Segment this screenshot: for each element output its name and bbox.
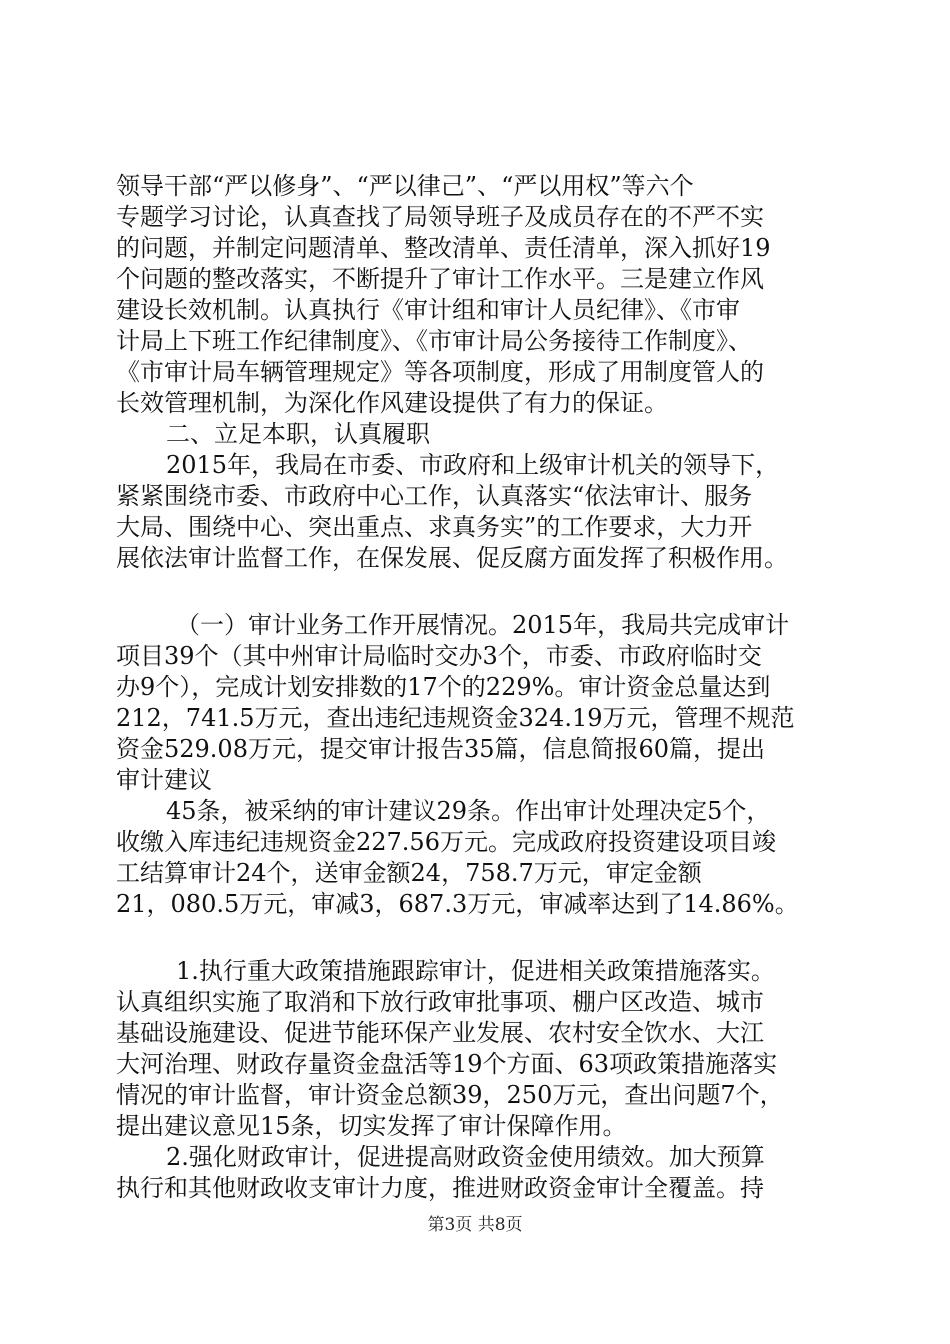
text-line: 45条，被采纳的审计建议29条。作出审计处理决定5个， (166, 797, 771, 825)
text-line: 212，741.5万元，查出违纪违规资金324.19万元，管理不规范 (116, 704, 795, 732)
text-line: 紧紧围绕市委、市政府中心工作，认真落实“依法审计、服务 (116, 482, 753, 510)
paragraph-gap (116, 920, 836, 956)
text-line: 计局上下班工作纪律制度》、《市审计局公务接待工作制度》、 (116, 327, 752, 355)
paragraph-gap (116, 574, 836, 610)
text-line: 情况的审计监督，审计资金总额39，250万元，查出问题7个， (116, 1081, 784, 1109)
text-line: 收缴入库违纪违规资金227.56万元。完成政府投资建设项目竣 (116, 828, 776, 856)
text-line: 大局、围绕中心、突出重点、求真务实”的工作要求，大力开 (116, 513, 753, 541)
text-line: 执行和其他财政收支审计力度，推进财政资金审计全覆盖。持 (116, 1174, 764, 1202)
text-line: 21，080.5万元，审减3，687.3万元，审减率达到了14.86%。 (116, 890, 799, 918)
text-line: 资金529.08万元，提交审计报告35篇，信息简报60篇，提出 (116, 735, 766, 763)
text-line: 2015年，我局在市委、市政府和上级审计机关的领导下， (166, 451, 780, 479)
text-line: 长效管理机制，为深化作风建设提供了有力的保证。 (116, 389, 668, 417)
text-line: 的问题，并制定问题清单、整改清单、责任清单，深入抓好19 (116, 234, 771, 262)
text-line: 专题学习讨论，认真查找了局领导班子及成员存在的不严不实 (116, 203, 764, 231)
text-line: （一）审计业务工作开展情况。2015年，我局共完成审计 (176, 611, 790, 639)
text-line: 1.执行重大政策措施跟踪审计，促进相关政策措施落实。 (176, 957, 775, 985)
text-line: 工结算审计24个，送审金额24，758.7万元，审定金额 (116, 859, 702, 887)
text-line: 提出建议意见15条，切实发挥了审计保障作用。 (116, 1112, 627, 1140)
text-line: 个问题的整改落实，不断提升了审计工作水平。三是建立作风 (116, 265, 764, 293)
section-heading: 二、立足本职，认真履职 (166, 420, 430, 448)
text-line: 项目39个（其中州审计局临时交办3个，市委、市政府临时交 (116, 642, 762, 670)
page-number-footer: 第3页 共8页 (427, 1215, 523, 1235)
text-line: 基础设施建设、促进节能环保产业发展、农村安全饮水、大江 (116, 1019, 764, 1047)
text-line: 展依法审计监督工作，在保发展、促反腐方面发挥了积极作用。 (116, 544, 788, 572)
text-line: 《市审计局车辆管理规定》等各项制度，形成了用制度管人的 (116, 358, 764, 386)
text-line: 建设长效机制。认真执行《审计组和审计人员纪律》、《市审 (116, 296, 740, 324)
text-line: 大河治理、财政存量资金盘活等19个方面、63项政策措施落实 (116, 1050, 778, 1078)
text-line: 领导干部“严以修身”、“严以律己”、“严以用权”等六个 (116, 172, 694, 200)
document-body (116, 171, 836, 1204)
text-line: 办9个），完成计划安排数的17个的229%。审计资金总量达到 (116, 673, 771, 701)
text-line: 审计建议 (116, 766, 212, 794)
text-line: 认真组织实施了取消和下放行政审批事项、棚户区改造、城市 (116, 988, 764, 1016)
text-line: 2.强化财政审计，促进提高财政资金使用绩效。加大预算 (166, 1143, 765, 1171)
